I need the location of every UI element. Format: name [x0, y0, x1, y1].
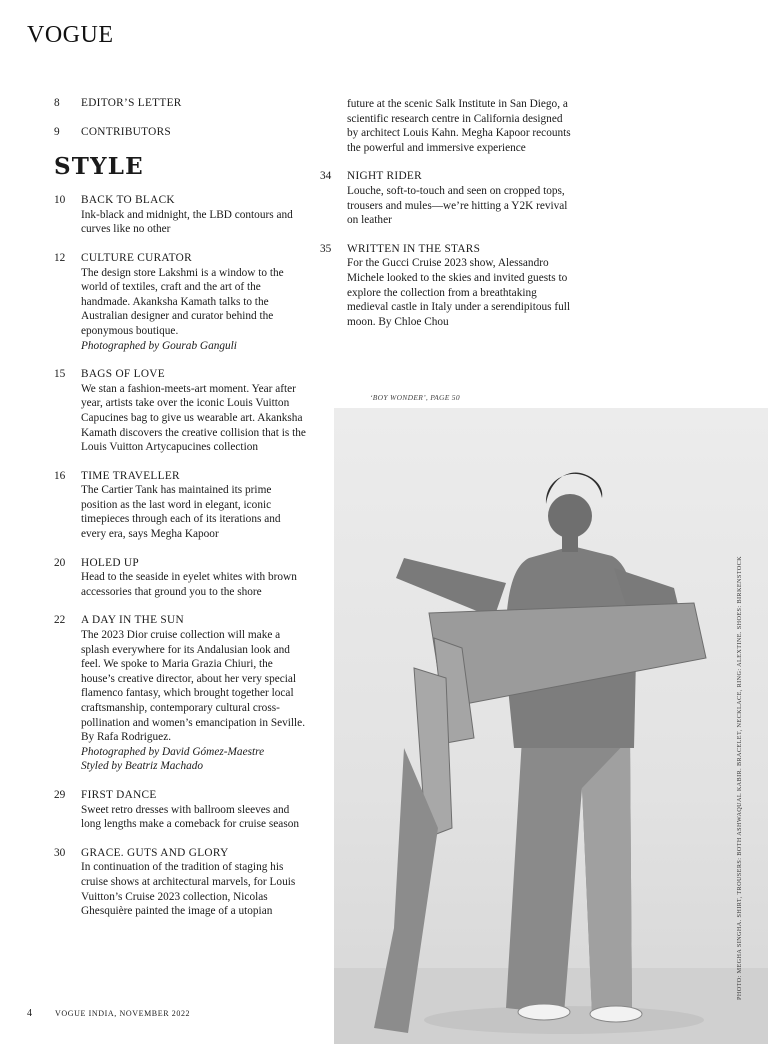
- entry-credit: Styled by Beatriz Machado: [81, 760, 204, 773]
- entry-description: Sweet retro dresses with ballroom sleeves and long lengths make a comeback for cruise season: [81, 803, 300, 831]
- entry-title: CONTRIBUTORS: [81, 125, 172, 138]
- entry-title: BACK TO BLACK: [81, 194, 175, 207]
- magazine-logo: VOGUE: [27, 22, 114, 48]
- entry-title: HOLED UP: [81, 556, 139, 569]
- entry-page-number: 20: [54, 556, 66, 569]
- section-heading: STYLE: [54, 153, 144, 181]
- entry-page-number: 8: [54, 97, 60, 109]
- entry-description: In continuation of the tradition of staging his cruise shows at architectural marvels, for Louis Vuitton’s Cruise 2023 collection, Nicolas Ghesquière painted the image of a utopian: [81, 861, 296, 918]
- entry-description: For the Gucci Cruise 2023 show, Alessandro Michele looked to the skies and invited guests to explore the collection from a breathtaking medieval castle in Italy under a serendipitous full moon. By Chloe Chou: [347, 257, 571, 328]
- publication-line: VOGUE INDIA, NOVEMBER 2022: [55, 1009, 191, 1018]
- entry-page-number: 12: [54, 251, 66, 264]
- fashion-photo: [334, 408, 768, 1044]
- page-number: 4: [27, 1008, 32, 1019]
- entry-title: A DAY IN THE SUN: [81, 614, 184, 627]
- entry-continuation: future at the scenic Salk Institute in San Diego, a scientific research centre in California designed by architect Louis Kahn. Megha Kapoor recounts the powerful and immersive experience: [347, 98, 571, 154]
- entry-page-number: 15: [54, 368, 66, 381]
- entry-page-number: 30: [54, 846, 66, 859]
- entry-page-number: 22: [54, 614, 66, 627]
- entry-title: WRITTEN IN THE STARS: [347, 242, 481, 255]
- toc-entry: [54, 193, 306, 237]
- entry-description: We stan a fashion-meets-art moment. Year after year, artists take over the iconic Louis Vuitton Capucines bag to give us wearable art. Akanksha Kamath discovers the creative collision that is the Louis Vuitton Artycapucines collection: [81, 382, 306, 454]
- entry-page-number: 35: [320, 242, 332, 255]
- toc-entry: [320, 242, 572, 330]
- entry-page-number: 16: [54, 469, 66, 482]
- toc-entry: [54, 125, 306, 140]
- toc-entry: [54, 556, 306, 600]
- photo-caption: ‘BOY WONDER’, PAGE 50: [370, 393, 460, 402]
- entry-title: NIGHT RIDER: [347, 170, 422, 183]
- contents-right-column: [320, 97, 572, 343]
- entry-title: BAGS OF LOVE: [81, 368, 165, 381]
- entry-credit: Photographed by David Gómez-Maestre: [81, 745, 265, 758]
- toc-entry: [320, 169, 572, 227]
- entry-description: The design store Lakshmi is a window to the world of textiles, craft and the art of the handmade. Akanksha Kamath talks to the Australian designer and curator behind the eponymous boutique.: [81, 266, 284, 337]
- toc-entry: [54, 788, 306, 832]
- entry-title: GRACE. GUTS AND GLORY: [81, 846, 229, 859]
- entry-description: The Cartier Tank has maintained its prime position as the last word in elegant, iconic timepieces through each of its iterations and every era, says Megha Kapoor: [81, 484, 281, 541]
- entry-title: FIRST DANCE: [81, 788, 157, 801]
- entry-description: Louche, soft-to-touch and seen on cropped tops, trousers and mules—we’re hitting a Y2K revival on leather: [347, 184, 568, 227]
- toc-entry: [54, 367, 306, 455]
- entry-page-number: 29: [54, 788, 66, 801]
- entry-page-number: 10: [54, 194, 66, 207]
- entry-credit: Photographed by Gourab Ganguli: [81, 339, 237, 352]
- entry-title: CULTURE CURATOR: [81, 251, 192, 264]
- entry-title: TIME TRAVELLER: [81, 469, 180, 482]
- photo-credit: PHOTO: MEGHA SINGHA. SHIRT, TROUSERS: BOTH ASHWAQUAL KABIR. BRACELET, NECKLACE, RING: ALEXTINE. SHOES: BIRKENSTOCK: [736, 555, 743, 1000]
- entry-page-number: 34: [320, 170, 332, 183]
- contents-left-column: [54, 96, 306, 933]
- entry-page-number: 9: [54, 125, 60, 138]
- toc-entry: [54, 96, 306, 111]
- entry-description: Ink-black and midnight, the LBD contours and curves like no other: [81, 208, 293, 236]
- entry-description: Head to the seaside in eyelet whites with brown accessories that ground you to the shore: [81, 571, 297, 598]
- toc-entry: [54, 846, 306, 919]
- model-illustration: [334, 408, 768, 1044]
- toc-entry: [54, 613, 306, 774]
- toc-entry: [54, 251, 306, 353]
- toc-entry: [54, 469, 306, 542]
- entry-description: The 2023 Dior cruise collection will make a splash everywhere for its Andalusian look and feel. We spoke to Maria Grazia Chiuri, the house’s creative director, about her very special flamenco fantasy, which brought together local craftsmanship, contemporary cultural cross-pollination and women’s emancipation in Seville. By Rafa Rodriguez.: [81, 629, 306, 744]
- entry-title: EDITOR’S LETTER: [81, 97, 182, 109]
